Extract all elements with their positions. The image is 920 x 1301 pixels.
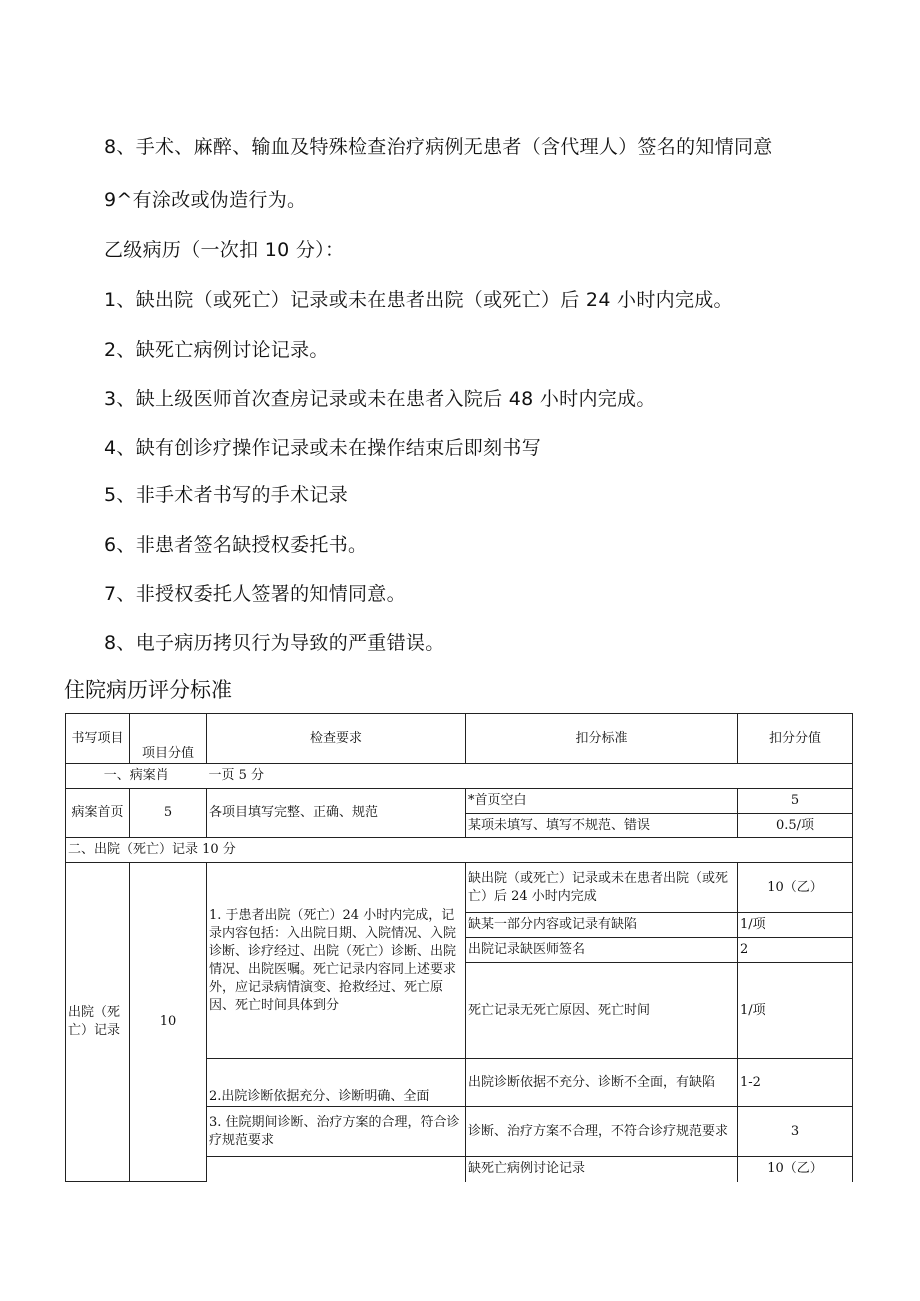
value-cell: 10（乙） [738, 1157, 853, 1182]
value-cell: 10（乙） [738, 863, 853, 913]
header-requirement: 检查要求 [207, 714, 466, 764]
grade-b-item: 4、缺有创诊疗操作记录或未在操作结束后即刻书写 [104, 437, 541, 459]
header-deduction: 扣分标准 [466, 714, 738, 764]
deduction-cell: 出院记录缺医师签名 [466, 938, 738, 963]
table-row [66, 789, 853, 814]
score-cell: 10 [130, 863, 207, 1182]
deduction-cell: 缺出院（或死亡）记录或未在患者出院（或死亡）后 24 小时内完成 [466, 863, 738, 913]
deduction-cell: *首页空白 [466, 789, 738, 814]
table-row [66, 863, 853, 913]
grade-b-item: 1、缺出院（或死亡）记录或未在患者出院（或死亡）后 24 小时内完成。 [104, 289, 733, 311]
requirement-cell: 1. 于患者出院（死亡）24 小时内完成，记录内容包括：入出院日期、入院情况、入院诊断、诊疗经过、出院（死亡）诊断、出院情况、出院医嘱。死亡记录内容同上述要求外，应记录病情演变、抢救经过、死亡原因、死亡时间具体到分 [207, 863, 466, 1059]
section-score: 一页 5 分 [207, 764, 853, 789]
header-item: 书写项目 [66, 714, 130, 764]
deduction-cell: 缺死亡病例讨论记录 [466, 1157, 738, 1182]
deduction-cell: 死亡记录无死亡原因、死亡时间 [466, 963, 738, 1059]
requirement-cell [207, 1157, 466, 1182]
requirement-cell: 3. 住院期间诊断、治疗方案的合理，符合诊疗规范要求 [207, 1107, 466, 1157]
value-cell: 1-2 [738, 1059, 853, 1107]
grade-b-item: 7、非授权委托人签署的知情同意。 [104, 583, 406, 605]
grade-b-item: 6、非患者签名缺授权委托书。 [104, 534, 368, 556]
value-cell: 1/项 [738, 913, 853, 938]
item-cell: 病案首页 [66, 789, 130, 838]
section-row [66, 764, 853, 789]
score-cell: 5 [130, 789, 207, 838]
item-cell: 出院（死亡）记录 [66, 863, 130, 1182]
scoring-table [65, 713, 853, 1182]
grade-b-item: 8、电子病历拷贝行为导致的严重错误。 [104, 632, 445, 654]
table-title: 住院病历评分标准 [64, 678, 232, 702]
value-cell: 1/项 [738, 963, 853, 1059]
requirement-cell: 各项目填写完整、正确、规范 [207, 789, 466, 838]
deduction-cell: 某项未填写、填写不规范、错误 [466, 814, 738, 838]
deduction-cell: 诊断、治疗方案不合理，不符合诊疗规范要求 [466, 1107, 738, 1157]
criterion-8: 8、手术、麻醉、输血及特殊检查治疗病例无患者（含代理人）签名的知情同意 [104, 136, 773, 158]
header-value: 扣分分值 [738, 714, 853, 764]
value-cell: 0.5/项 [738, 814, 853, 838]
grade-b-item: 2、缺死亡病例讨论记录。 [104, 339, 329, 361]
value-cell: 3 [738, 1107, 853, 1157]
grade-b-title: 乙级病历（一次扣 10 分）： [104, 239, 345, 261]
value-cell: 5 [738, 789, 853, 814]
header-score: 项目分值 [130, 714, 207, 764]
grade-b-item: 5、非手术者书写的手术记录 [104, 484, 348, 506]
criterion-9: 9^有涂改或伪造行为。 [104, 189, 307, 211]
value-cell: 2 [738, 938, 853, 963]
grade-b-item: 3、缺上级医师首次查房记录或未在患者入院后 48 小时内完成。 [104, 388, 656, 410]
requirement-cell: 2.出院诊断依据充分、诊断明确、全面 [207, 1059, 466, 1107]
section-row [66, 838, 853, 863]
deduction-cell: 出院诊断依据不充分、诊断不全面，有缺陷 [466, 1059, 738, 1107]
table-header-row [66, 714, 853, 764]
section-title: 二、出院（死亡）记录 10 分 [66, 838, 853, 863]
deduction-cell: 缺某一部分内容或记录有缺陷 [466, 913, 738, 938]
section-title: 一、病案肖 [66, 764, 207, 789]
